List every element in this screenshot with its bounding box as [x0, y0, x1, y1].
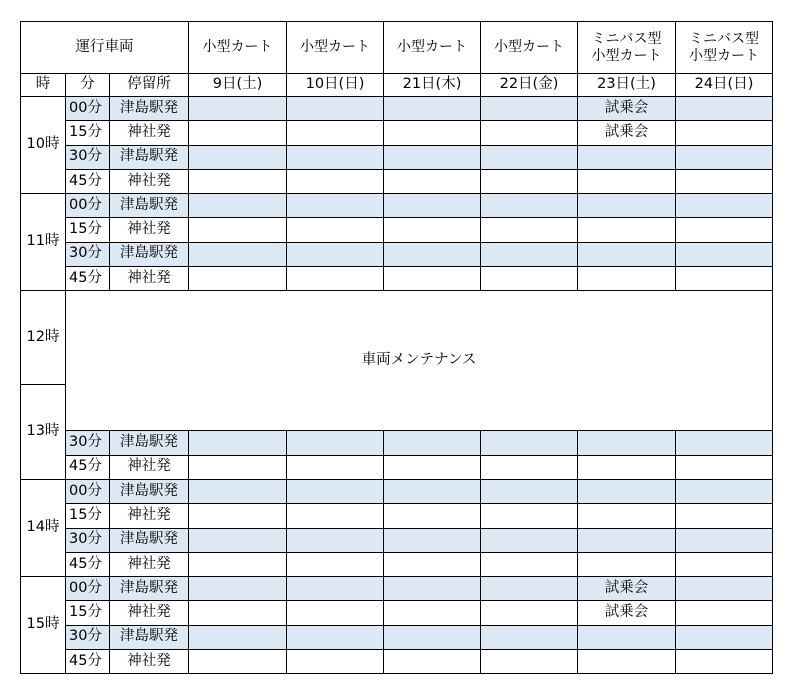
- table-row: [21, 601, 773, 625]
- schedule-cell: [287, 577, 384, 601]
- stop-cell: 神社発: [110, 121, 189, 145]
- schedule-cell: [287, 218, 384, 242]
- stop-cell: 神社発: [110, 504, 189, 528]
- schedule-cell: [481, 431, 578, 455]
- schedule-cell: [189, 267, 287, 291]
- schedule-cell: [189, 194, 287, 218]
- hour-cell: 15時: [21, 577, 66, 674]
- hour-cell: 10時: [21, 97, 66, 194]
- schedule-cell: [189, 552, 287, 576]
- date-header: 24日(日): [676, 74, 773, 97]
- schedule-cell: [287, 625, 384, 649]
- schedule-cell: [481, 169, 578, 193]
- table-row: [21, 97, 773, 121]
- table-row: [21, 242, 773, 266]
- table-row: [21, 577, 773, 601]
- schedule-cell: [287, 431, 384, 455]
- vehicle-header: 小型カート: [287, 22, 384, 74]
- stop-cell: 津島駅発: [110, 528, 189, 552]
- schedule-cell: [578, 267, 676, 291]
- schedule-cell: [481, 194, 578, 218]
- schedule-cell: [384, 169, 481, 193]
- table-row: [21, 267, 773, 291]
- schedule-cell: [384, 577, 481, 601]
- table-row: [21, 169, 773, 193]
- schedule-cell: [578, 455, 676, 479]
- schedule-cell: [384, 601, 481, 625]
- schedule-cell: [189, 218, 287, 242]
- schedule-cell: [578, 242, 676, 266]
- hour-cell: 13時: [21, 385, 66, 480]
- schedule-cell: [481, 528, 578, 552]
- schedule-cell: [384, 218, 481, 242]
- table-row: [21, 145, 773, 169]
- schedule-cell: [481, 479, 578, 503]
- schedule-cell: [189, 242, 287, 266]
- schedule-cell: [481, 601, 578, 625]
- schedule-cell: [287, 121, 384, 145]
- schedule-cell: [481, 455, 578, 479]
- vehicle-header: 小型カート: [481, 22, 578, 74]
- schedule-cell: [481, 504, 578, 528]
- table-row: [21, 504, 773, 528]
- date-header: 21日(木): [384, 74, 481, 97]
- schedule-body: [21, 22, 773, 674]
- minute-cell: 00分: [66, 577, 110, 601]
- schedule-cell: [287, 194, 384, 218]
- schedule-cell: [481, 267, 578, 291]
- hour-cell: 14時: [21, 479, 66, 576]
- schedule-cell: 試乗会: [578, 121, 676, 145]
- stop-cell: 津島駅発: [110, 431, 189, 455]
- minute-cell: 30分: [66, 625, 110, 649]
- stop-label: 停留所: [110, 74, 189, 97]
- schedule-cell: [578, 625, 676, 649]
- header-row-dates: [21, 74, 773, 97]
- stop-cell: 神社発: [110, 455, 189, 479]
- table-row: [21, 625, 773, 649]
- schedule-cell: [676, 218, 773, 242]
- schedule-cell: [481, 625, 578, 649]
- stop-cell: 神社発: [110, 267, 189, 291]
- schedule-cell: [384, 145, 481, 169]
- schedule-cell: [676, 650, 773, 674]
- schedule-cell: [384, 479, 481, 503]
- schedule-cell: [481, 121, 578, 145]
- stop-cell: 津島駅発: [110, 97, 189, 121]
- table-row: [21, 479, 773, 503]
- schedule-cell: [676, 601, 773, 625]
- header-row-vehicles: [21, 22, 773, 74]
- schedule-cell: [384, 431, 481, 455]
- schedule-cell: [578, 145, 676, 169]
- schedule-cell: [676, 145, 773, 169]
- schedule-cell: [384, 242, 481, 266]
- schedule-cell: [384, 194, 481, 218]
- schedule-cell: [578, 169, 676, 193]
- minute-cell: 15分: [66, 601, 110, 625]
- vehicle-header: ミニバス型 小型カート: [578, 22, 676, 74]
- table-row: [21, 194, 773, 218]
- hour-cell: 11時: [21, 194, 66, 291]
- schedule-cell: [189, 169, 287, 193]
- stop-cell: 神社発: [110, 218, 189, 242]
- date-header: 9日(土): [189, 74, 287, 97]
- schedule-cell: 試乗会: [578, 577, 676, 601]
- schedule-cell: [287, 97, 384, 121]
- schedule-cell: [578, 528, 676, 552]
- schedule-cell: [287, 267, 384, 291]
- schedule-cell: [481, 650, 578, 674]
- schedule-cell: [287, 242, 384, 266]
- schedule-cell: [578, 650, 676, 674]
- schedule-cell: [676, 267, 773, 291]
- schedule-cell: [189, 650, 287, 674]
- minute-cell: 30分: [66, 145, 110, 169]
- minute-cell: 45分: [66, 169, 110, 193]
- date-header: 10日(日): [287, 74, 384, 97]
- hour-cell: 12時: [21, 291, 66, 385]
- schedule-cell: [481, 242, 578, 266]
- schedule-cell: [189, 121, 287, 145]
- table-row: [21, 528, 773, 552]
- schedule-cell: [676, 455, 773, 479]
- schedule-cell: [578, 194, 676, 218]
- schedule-cell: [287, 479, 384, 503]
- schedule-cell: 試乗会: [578, 601, 676, 625]
- table-row: [21, 455, 773, 479]
- schedule-cell: [189, 145, 287, 169]
- schedule-cell: [384, 625, 481, 649]
- schedule-cell: [481, 218, 578, 242]
- schedule-cell: [384, 121, 481, 145]
- stop-cell: 津島駅発: [110, 242, 189, 266]
- schedule-cell: [578, 218, 676, 242]
- schedule-cell: [578, 504, 676, 528]
- minute-cell: 45分: [66, 267, 110, 291]
- schedule-cell: [287, 504, 384, 528]
- schedule-table: [20, 21, 773, 674]
- date-header: 23日(土): [578, 74, 676, 97]
- stop-cell: 神社発: [110, 650, 189, 674]
- stop-cell: 津島駅発: [110, 577, 189, 601]
- vehicle-label: 運行車両: [21, 22, 189, 74]
- stop-cell: 神社発: [110, 169, 189, 193]
- minute-cell: 15分: [66, 504, 110, 528]
- schedule-cell: [189, 504, 287, 528]
- vehicle-header: 小型カート: [384, 22, 481, 74]
- schedule-cell: [481, 97, 578, 121]
- schedule-cell: [189, 97, 287, 121]
- minute-cell: 45分: [66, 552, 110, 576]
- minute-cell: 00分: [66, 479, 110, 503]
- hour-label: 時: [21, 74, 66, 97]
- schedule-cell: [481, 552, 578, 576]
- schedule-cell: [189, 528, 287, 552]
- schedule-cell: [676, 169, 773, 193]
- schedule-cell: [384, 97, 481, 121]
- schedule-cell: [287, 169, 384, 193]
- schedule-cell: [189, 601, 287, 625]
- stop-cell: 津島駅発: [110, 625, 189, 649]
- schedule-cell: [676, 552, 773, 576]
- schedule-cell: [481, 145, 578, 169]
- table-row: [21, 650, 773, 674]
- minute-cell: 30分: [66, 528, 110, 552]
- schedule-cell: [676, 504, 773, 528]
- minute-label: 分: [66, 74, 110, 97]
- stop-cell: 津島駅発: [110, 194, 189, 218]
- maintenance-cell: 車両メンテナンス: [66, 291, 773, 431]
- schedule-cell: [676, 121, 773, 145]
- minute-cell: 00分: [66, 97, 110, 121]
- table-row: [21, 121, 773, 145]
- vehicle-header: ミニバス型 小型カート: [676, 22, 773, 74]
- minute-cell: 00分: [66, 194, 110, 218]
- minute-cell: 30分: [66, 242, 110, 266]
- schedule-cell: 試乗会: [578, 97, 676, 121]
- minute-cell: 45分: [66, 650, 110, 674]
- minute-cell: 15分: [66, 218, 110, 242]
- table-row: [21, 431, 773, 455]
- schedule-cell: [578, 431, 676, 455]
- schedule-cell: [287, 455, 384, 479]
- schedule-cell: [189, 431, 287, 455]
- schedule-cell: [578, 552, 676, 576]
- stop-cell: 神社発: [110, 552, 189, 576]
- stop-cell: 津島駅発: [110, 479, 189, 503]
- schedule-cell: [287, 601, 384, 625]
- schedule-cell: [481, 577, 578, 601]
- schedule-cell: [384, 650, 481, 674]
- table-row: [21, 218, 773, 242]
- schedule-cell: [676, 431, 773, 455]
- schedule-cell: [676, 194, 773, 218]
- schedule-cell: [384, 455, 481, 479]
- schedule-cell: [384, 504, 481, 528]
- schedule-cell: [287, 552, 384, 576]
- schedule-cell: [676, 242, 773, 266]
- schedule-cell: [189, 455, 287, 479]
- schedule-cell: [676, 625, 773, 649]
- minute-cell: 30分: [66, 431, 110, 455]
- schedule-cell: [189, 625, 287, 649]
- schedule-cell: [676, 577, 773, 601]
- schedule-cell: [384, 528, 481, 552]
- stop-cell: 神社発: [110, 601, 189, 625]
- date-header: 22日(金): [481, 74, 578, 97]
- schedule-cell: [676, 97, 773, 121]
- schedule-cell: [676, 479, 773, 503]
- schedule-cell: [287, 145, 384, 169]
- schedule-cell: [384, 552, 481, 576]
- stop-cell: 津島駅発: [110, 145, 189, 169]
- minute-cell: 15分: [66, 121, 110, 145]
- minute-cell: 45分: [66, 455, 110, 479]
- vehicle-header: 小型カート: [189, 22, 287, 74]
- schedule-cell: [676, 528, 773, 552]
- schedule-cell: [189, 577, 287, 601]
- schedule-cell: [287, 528, 384, 552]
- table-row: [21, 552, 773, 576]
- schedule-cell: [287, 650, 384, 674]
- schedule-cell: [384, 267, 481, 291]
- maintenance-row: [21, 291, 773, 385]
- schedule-cell: [578, 479, 676, 503]
- schedule-cell: [189, 479, 287, 503]
